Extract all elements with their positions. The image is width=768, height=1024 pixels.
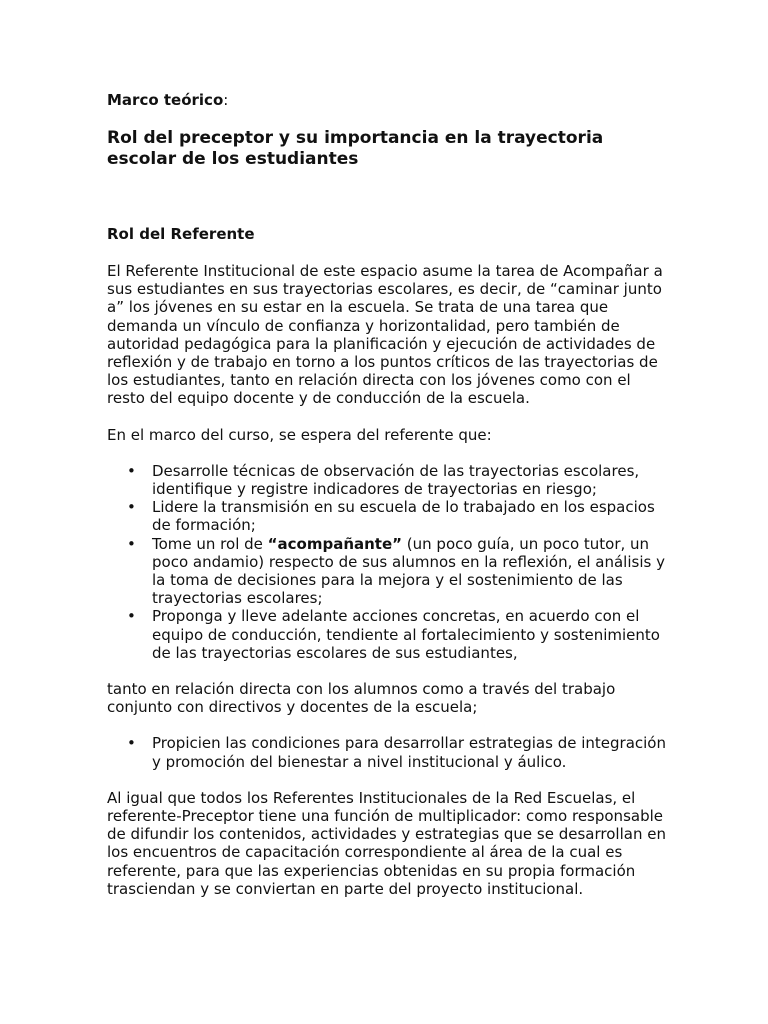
section-heading: Rol del Referente	[107, 225, 255, 243]
section-label	[107, 90, 667, 110]
list-item	[107, 498, 667, 534]
list-item-text-pre: Tome un rol de	[152, 534, 268, 553]
paragraph-intro: El Referente Institucional de este espacio asume la tarea de Acompañar a sus estudiantes en sus trayectorias escolares, es decir, de “caminar junto a” los jóvenes en su estar en la escuela. Se trata de una tarea que demanda un vínculo de confianza y horizontalidad, pero también de autoridad pedagógica para la planificación y ejecución de actividades de reflexión y de trabajo en torno a los puntos críticos de las trayectorias de los estudiantes, tanto en relación directa con los jóvenes como con el resto del equipo docente y de conducción de la escuela.	[107, 262, 663, 408]
list-item-text-bold: “acompañante”	[267, 534, 403, 553]
section-label-text: Marco teórico	[107, 91, 224, 109]
list-item	[107, 535, 667, 608]
list-item	[107, 734, 667, 770]
list-item-text: Proponga y lleve adelante acciones concretas, en acuerdo con el equipo de conducción, tendiente al fortalecimiento y sostenimiento de las trayectorias escolares de sus estudiantes,	[152, 607, 660, 662]
list-item	[107, 462, 667, 498]
document-page	[107, 90, 667, 898]
paragraph-expectations: En el marco del curso, se espera del referente que:	[107, 425, 492, 444]
bullet-icon: •	[127, 607, 136, 626]
paragraph-continuation: tanto en relación directa con los alumnos como a través del trabajo conjunto con directivos y docentes de la escuela;	[107, 680, 616, 717]
list-item	[107, 607, 667, 662]
conditions-list	[107, 734, 667, 770]
bullet-icon: •	[127, 534, 136, 553]
document-title: Rol del preceptor y su importancia en la trayectoria escolar de los estudiantes	[107, 128, 604, 169]
list-item-text-post: (un poco guía, un poco tutor, un poco andamio) respecto de sus alumnos en la reflexión, el análisis y la toma de decisiones para la mejora y el sostenimiento de las trayectorias escolares;	[152, 534, 665, 608]
list-item-text: Lidere la transmisión en su escuela de lo trabajado en los espacios de formación;	[152, 498, 655, 535]
paragraph-multiplier: Al igual que todos los Referentes Institucionales de la Red Escuelas, el referente-Preceptor tiene una función de multiplicador: como responsable de difundir los contenidos, actividades y estrategias que se desarrollan en los encuentros de capacitación correspondiente al área de la cual es referente, para que las experiencias obtenidas en su propia formación trasciendan y se conviertan en parte del proyecto institucional.	[107, 788, 666, 898]
list-item-text: Propicien las condiciones para desarrollar estrategias de integración y promoción del bienestar a nivel institucional y áulico.	[152, 734, 666, 771]
bullet-icon: •	[127, 498, 136, 517]
bullet-icon: •	[127, 461, 136, 480]
section-label-colon: :	[223, 91, 229, 109]
expectations-list	[107, 462, 667, 662]
bullet-icon: •	[127, 734, 136, 753]
list-item-text: Desarrolle técnicas de observación de las trayectorias escolares, identifique y registre indicadores de trayectorias en riesgo;	[152, 461, 640, 499]
